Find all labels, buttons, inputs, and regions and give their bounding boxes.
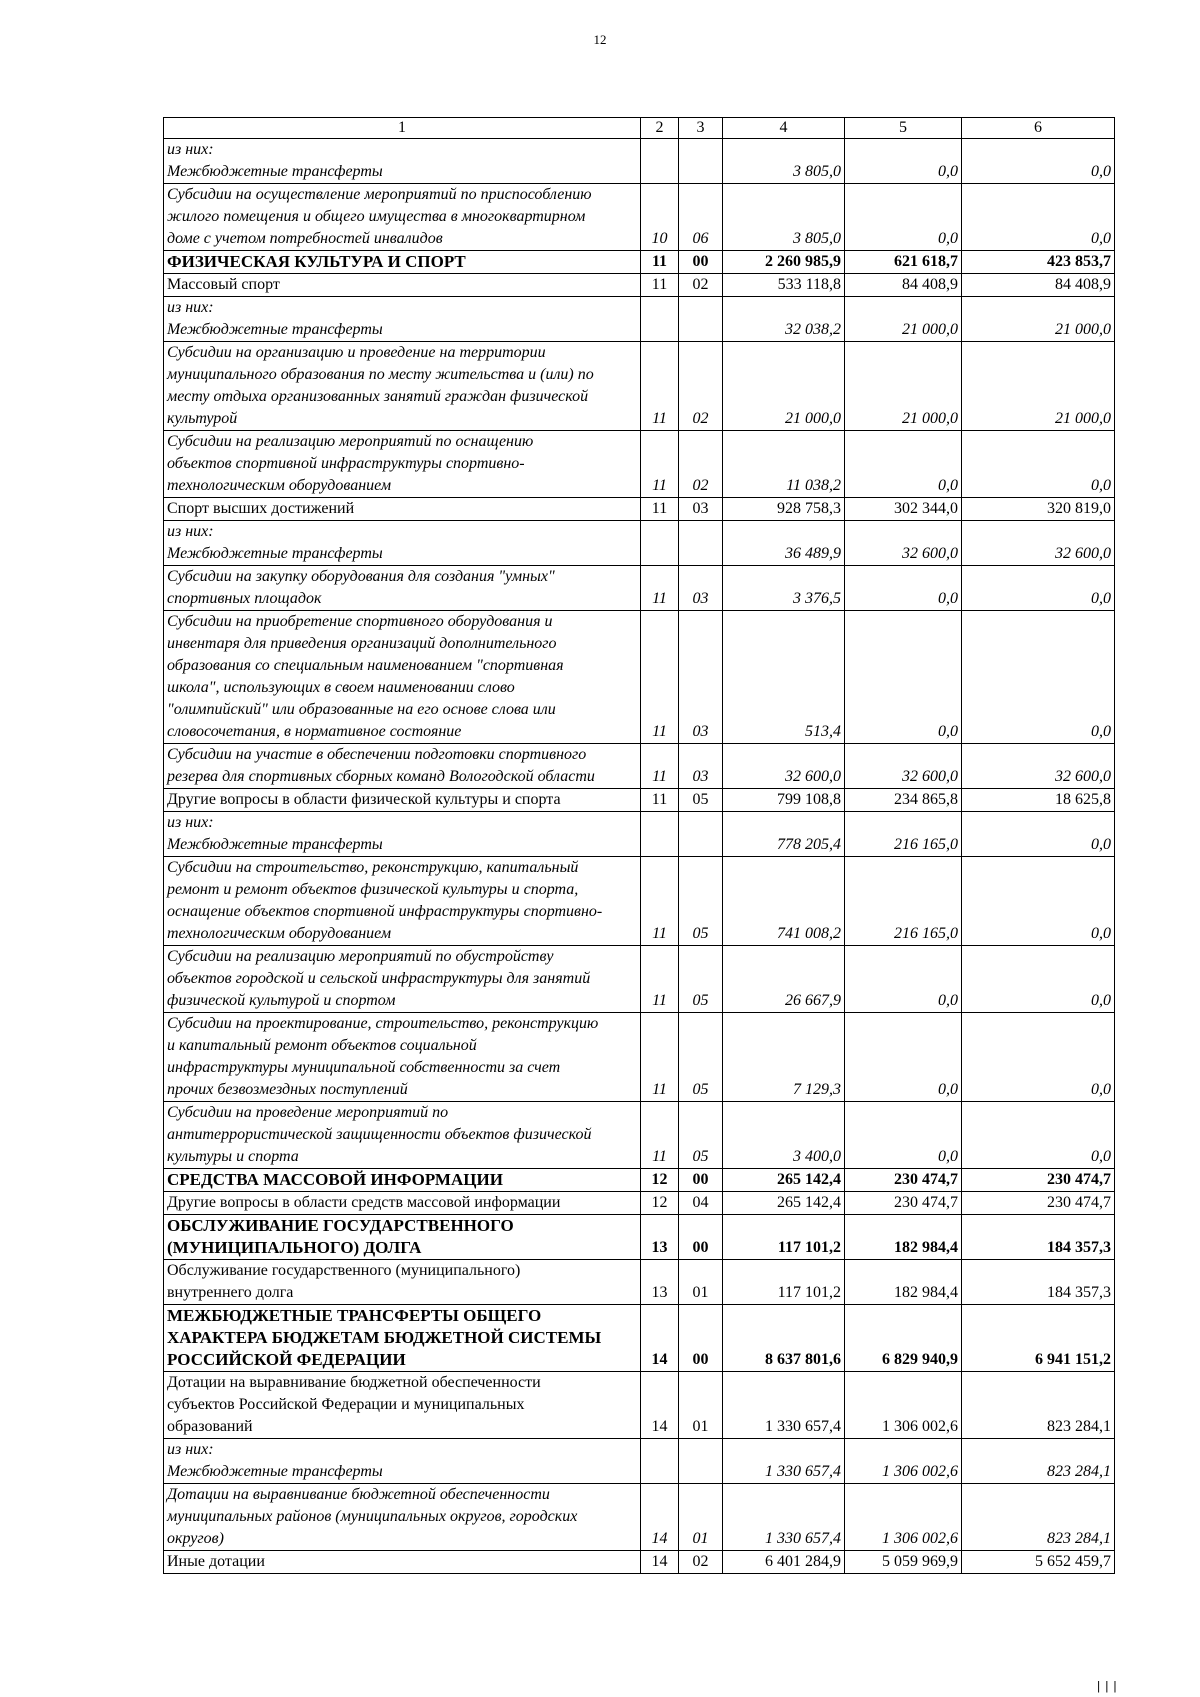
section-code-cell: 12 — [641, 1169, 679, 1192]
section-code-cell: 11 — [641, 1102, 679, 1169]
row-name-line: Субсидии на организацию и проведение на территории — [167, 344, 546, 361]
row-name-line: технологическим оборудованием — [167, 925, 392, 942]
row-name-cell — [164, 521, 641, 566]
amount-col4-cell: 7 129,3 — [723, 1013, 845, 1102]
subsection-code-cell: 05 — [679, 1013, 723, 1102]
amount-col4-cell: 2 260 985,9 — [723, 251, 845, 274]
table-row — [164, 1215, 1115, 1260]
amount-col5-cell: 0,0 — [845, 139, 962, 184]
table-row — [164, 789, 1115, 812]
row-name-cell — [164, 1102, 641, 1169]
row-name-line: Межбюджетные трансферты — [167, 836, 383, 853]
table-row — [164, 1372, 1115, 1439]
row-name-cell — [164, 342, 641, 431]
amount-col6-cell: 320 819,0 — [962, 498, 1115, 521]
row-name-line: ОБСЛУЖИВАНИЕ ГОСУДАРСТВЕННОГО — [167, 1216, 514, 1235]
table-row — [164, 1260, 1115, 1305]
amount-col4-cell: 3 805,0 — [723, 139, 845, 184]
row-name-line: (МУНИЦИПАЛЬНОГО) ДОЛГА — [167, 1238, 422, 1257]
row-name-line: ХАРАКТЕРА БЮДЖЕТАМ БЮДЖЕТНОЙ СИСТЕМЫ — [167, 1328, 602, 1347]
amount-col6-cell: 32 600,0 — [962, 744, 1115, 789]
subsection-code-cell — [679, 139, 723, 184]
amount-col5-cell: 0,0 — [845, 946, 962, 1013]
subsection-code-cell: 00 — [679, 1169, 723, 1192]
row-name-line: инфраструктуры муниципальной собственности за счет — [167, 1059, 561, 1076]
column-header: 1 — [164, 118, 641, 139]
row-name-line: жилого помещения и общего имущества в многоквартирном — [167, 208, 586, 225]
row-name-line: Межбюджетные трансферты — [167, 545, 383, 562]
amount-col5-cell: 0,0 — [845, 1013, 962, 1102]
row-name-cell — [164, 946, 641, 1013]
amount-col5-cell: 0,0 — [845, 184, 962, 251]
amount-col4-cell: 3 400,0 — [723, 1102, 845, 1169]
amount-col5-cell: 0,0 — [845, 431, 962, 498]
row-name-cell — [164, 498, 641, 521]
section-code-cell: 13 — [641, 1260, 679, 1305]
table-row — [164, 1551, 1115, 1574]
row-name-cell — [164, 139, 641, 184]
subsection-code-cell: 00 — [679, 251, 723, 274]
section-code-cell — [641, 297, 679, 342]
row-name-line: Спорт высших достижений — [167, 500, 355, 517]
row-name-line: Межбюджетные трансферты — [167, 1463, 383, 1480]
amount-col4-cell: 799 108,8 — [723, 789, 845, 812]
subsection-code-cell: 02 — [679, 431, 723, 498]
amount-col4-cell: 26 667,9 — [723, 946, 845, 1013]
amount-col6-cell: 823 284,1 — [962, 1484, 1115, 1551]
amount-col6-cell: 18 625,8 — [962, 789, 1115, 812]
row-name-line: Субсидии на реализацию мероприятий по оснащению — [167, 433, 534, 450]
table-row — [164, 342, 1115, 431]
section-code-cell: 11 — [641, 251, 679, 274]
row-name-line: резерва для спортивных сборных команд Вологодской области — [167, 768, 595, 785]
table-row — [164, 1484, 1115, 1551]
row-name-line: Другие вопросы в области средств массовой информации — [167, 1194, 561, 1211]
row-name-line: Массовый спорт — [167, 276, 280, 293]
row-name-cell — [164, 1169, 641, 1192]
amount-col6-cell: 0,0 — [962, 946, 1115, 1013]
table-row — [164, 1192, 1115, 1215]
table-row — [164, 857, 1115, 946]
row-name-line: образования со специальным наименованием "спортивная — [167, 657, 564, 674]
table-row — [164, 274, 1115, 297]
amount-col5-cell: 5 059 969,9 — [845, 1551, 962, 1574]
amount-col5-cell: 182 984,4 — [845, 1260, 962, 1305]
section-code-cell: 13 — [641, 1215, 679, 1260]
amount-col4-cell: 1 330 657,4 — [723, 1439, 845, 1484]
amount-col6-cell: 230 474,7 — [962, 1192, 1115, 1215]
amount-col6-cell: 423 853,7 — [962, 251, 1115, 274]
table-row — [164, 566, 1115, 611]
row-name-cell — [164, 812, 641, 857]
amount-col5-cell: 84 408,9 — [845, 274, 962, 297]
table-row — [164, 1013, 1115, 1102]
section-code-cell — [641, 812, 679, 857]
row-name-cell — [164, 1215, 641, 1260]
section-code-cell: 11 — [641, 946, 679, 1013]
row-name-line: образований — [167, 1418, 253, 1435]
amount-col5-cell: 230 474,7 — [845, 1192, 962, 1215]
amount-col5-cell: 230 474,7 — [845, 1169, 962, 1192]
amount-col5-cell: 1 306 002,6 — [845, 1439, 962, 1484]
amount-col6-cell: 0,0 — [962, 857, 1115, 946]
section-code-cell — [641, 521, 679, 566]
subsection-code-cell: 05 — [679, 789, 723, 812]
section-code-cell — [641, 1439, 679, 1484]
table-row — [164, 1439, 1115, 1484]
column-header: 3 — [679, 118, 723, 139]
amount-col5-cell: 1 306 002,6 — [845, 1484, 962, 1551]
amount-col6-cell: 0,0 — [962, 812, 1115, 857]
row-name-line: Субсидии на осуществление мероприятий по приспособлению — [167, 186, 592, 203]
subsection-code-cell: 05 — [679, 1102, 723, 1169]
row-name-line: и капитальный ремонт объектов социальной — [167, 1037, 477, 1054]
section-code-cell — [641, 139, 679, 184]
table-row — [164, 812, 1115, 857]
amount-col6-cell: 0,0 — [962, 566, 1115, 611]
row-name-cell — [164, 857, 641, 946]
subsection-code-cell: 03 — [679, 744, 723, 789]
subsection-code-cell: 00 — [679, 1215, 723, 1260]
section-code-cell: 12 — [641, 1192, 679, 1215]
row-name-line: доме с учетом потребностей инвалидов — [167, 230, 443, 247]
amount-col6-cell: 230 474,7 — [962, 1169, 1115, 1192]
table-row — [164, 431, 1115, 498]
subsection-code-cell: 05 — [679, 857, 723, 946]
subsection-code-cell: 01 — [679, 1372, 723, 1439]
amount-col6-cell: 184 357,3 — [962, 1260, 1115, 1305]
amount-col4-cell: 117 101,2 — [723, 1260, 845, 1305]
section-code-cell: 11 — [641, 857, 679, 946]
amount-col5-cell: 0,0 — [845, 1102, 962, 1169]
header-row — [164, 118, 1115, 139]
row-name-line: прочих безвозмездных поступлений — [167, 1081, 408, 1098]
row-name-line: РОССИЙСКОЙ ФЕДЕРАЦИИ — [167, 1350, 406, 1369]
column-header: 2 — [641, 118, 679, 139]
subsection-code-cell — [679, 521, 723, 566]
row-name-line: из них: — [167, 141, 214, 158]
subsection-code-cell: 01 — [679, 1260, 723, 1305]
amount-col5-cell: 182 984,4 — [845, 1215, 962, 1260]
subsection-code-cell — [679, 1439, 723, 1484]
row-name-line: муниципального образования по месту жительства и (или) по — [167, 366, 594, 383]
amount-col6-cell: 0,0 — [962, 139, 1115, 184]
section-code-cell: 11 — [641, 611, 679, 744]
row-name-cell — [164, 431, 641, 498]
subsection-code-cell: 02 — [679, 1551, 723, 1574]
row-name-line: спортивных площадок — [167, 590, 322, 607]
subsection-code-cell: 05 — [679, 946, 723, 1013]
row-name-cell — [164, 1551, 641, 1574]
row-name-cell — [164, 1484, 641, 1551]
row-name-cell — [164, 611, 641, 744]
subsection-code-cell: 06 — [679, 184, 723, 251]
row-name-cell — [164, 251, 641, 274]
amount-col5-cell: 32 600,0 — [845, 521, 962, 566]
amount-col5-cell: 1 306 002,6 — [845, 1372, 962, 1439]
section-code-cell: 11 — [641, 789, 679, 812]
amount-col5-cell: 234 865,8 — [845, 789, 962, 812]
amount-col4-cell: 32 600,0 — [723, 744, 845, 789]
amount-col6-cell: 5 652 459,7 — [962, 1551, 1115, 1574]
row-name-line: Межбюджетные трансферты — [167, 321, 383, 338]
section-code-cell: 11 — [641, 498, 679, 521]
table-row — [164, 498, 1115, 521]
row-name-line: Субсидии на строительство, реконструкцию, капитальный — [167, 859, 579, 876]
amount-col6-cell: 6 941 151,2 — [962, 1305, 1115, 1372]
amount-col6-cell: 823 284,1 — [962, 1372, 1115, 1439]
subsection-code-cell: 03 — [679, 566, 723, 611]
subsection-code-cell: 02 — [679, 342, 723, 431]
amount-col4-cell: 778 205,4 — [723, 812, 845, 857]
row-name-line: из них: — [167, 299, 214, 316]
row-name-line: муниципальных районов (муниципальных округов, городских — [167, 1508, 578, 1525]
amount-col4-cell: 265 142,4 — [723, 1169, 845, 1192]
table-row — [164, 1102, 1115, 1169]
section-code-cell: 11 — [641, 342, 679, 431]
subsection-code-cell: 00 — [679, 1305, 723, 1372]
row-name-line: месту отдыха организованных занятий граждан физической — [167, 388, 589, 405]
amount-col5-cell: 21 000,0 — [845, 342, 962, 431]
amount-col6-cell: 21 000,0 — [962, 342, 1115, 431]
section-code-cell: 14 — [641, 1484, 679, 1551]
page-number: 12 — [593, 32, 607, 47]
row-name-cell — [164, 744, 641, 789]
amount-col4-cell: 513,4 — [723, 611, 845, 744]
amount-col6-cell: 0,0 — [962, 184, 1115, 251]
amount-col6-cell: 0,0 — [962, 1102, 1115, 1169]
amount-col4-cell: 6 401 284,9 — [723, 1551, 845, 1574]
row-name-line: Межбюджетные трансферты — [167, 163, 383, 180]
row-name-line: словосочетания, в нормативное состояние — [167, 723, 462, 740]
row-name-line: антитеррористической защищенности объектов физической — [167, 1126, 592, 1143]
row-name-line: технологическим оборудованием — [167, 477, 392, 494]
row-name-cell — [164, 1439, 641, 1484]
row-name-line: Дотации на выравнивание бюджетной обеспеченности — [167, 1486, 550, 1503]
table-row — [164, 521, 1115, 566]
budget-table — [163, 117, 1115, 1574]
row-name-line: Дотации на выравнивание бюджетной обеспеченности — [167, 1374, 541, 1391]
amount-col6-cell: 0,0 — [962, 431, 1115, 498]
amount-col6-cell: 21 000,0 — [962, 297, 1115, 342]
amount-col4-cell: 741 008,2 — [723, 857, 845, 946]
row-name-cell — [164, 1305, 641, 1372]
section-code-cell: 14 — [641, 1372, 679, 1439]
amount-col4-cell: 928 758,3 — [723, 498, 845, 521]
table-body — [164, 118, 1115, 1574]
amount-col6-cell: 823 284,1 — [962, 1439, 1115, 1484]
amount-col4-cell: 32 038,2 — [723, 297, 845, 342]
amount-col5-cell: 216 165,0 — [845, 857, 962, 946]
row-name-line: Субсидии на реализацию мероприятий по обустройству — [167, 948, 554, 965]
footer-mark: ||| — [1095, 1680, 1120, 1694]
row-name-line: СРЕДСТВА МАССОВОЙ ИНФОРМАЦИИ — [167, 1170, 503, 1189]
row-name-line: инвентаря для приведения организаций дополнительного — [167, 635, 557, 652]
section-code-cell: 10 — [641, 184, 679, 251]
row-name-cell — [164, 566, 641, 611]
row-name-line: Обслуживание государственного (муниципального) — [167, 1262, 521, 1279]
column-header: 4 — [723, 118, 845, 139]
amount-col5-cell: 21 000,0 — [845, 297, 962, 342]
row-name-line: ремонт и ремонт объектов физической культуры и спорта, — [167, 881, 579, 898]
row-name-line: оснащение объектов спортивной инфраструктуры спортивно- — [167, 903, 603, 920]
subsection-code-cell: 03 — [679, 498, 723, 521]
amount-col5-cell: 621 618,7 — [845, 251, 962, 274]
section-code-cell: 11 — [641, 566, 679, 611]
table-row — [164, 184, 1115, 251]
row-name-cell — [164, 1372, 641, 1439]
subsection-code-cell — [679, 297, 723, 342]
amount-col4-cell: 8 637 801,6 — [723, 1305, 845, 1372]
column-header: 5 — [845, 118, 962, 139]
section-code-cell: 11 — [641, 744, 679, 789]
row-name-line: физической культурой и спортом — [167, 992, 396, 1009]
row-name-line: культурой — [167, 410, 238, 427]
amount-col4-cell: 1 330 657,4 — [723, 1372, 845, 1439]
amount-col4-cell: 533 118,8 — [723, 274, 845, 297]
section-code-cell: 11 — [641, 1013, 679, 1102]
row-name-line: Другие вопросы в области физической культуры и спорта — [167, 791, 561, 808]
amount-col4-cell: 21 000,0 — [723, 342, 845, 431]
row-name-cell — [164, 789, 641, 812]
table-row — [164, 251, 1115, 274]
subsection-code-cell: 01 — [679, 1484, 723, 1551]
row-name-cell — [164, 1013, 641, 1102]
row-name-line: школа", использующих в своем наименовании слово — [167, 679, 515, 696]
amount-col4-cell: 11 038,2 — [723, 431, 845, 498]
row-name-cell — [164, 274, 641, 297]
amount-col5-cell: 0,0 — [845, 566, 962, 611]
amount-col6-cell: 32 600,0 — [962, 521, 1115, 566]
row-name-line: ФИЗИЧЕСКАЯ КУЛЬТУРА И СПОРТ — [167, 252, 466, 271]
table-row — [164, 297, 1115, 342]
subsection-code-cell: 03 — [679, 611, 723, 744]
amount-col5-cell: 216 165,0 — [845, 812, 962, 857]
amount-col4-cell: 1 330 657,4 — [723, 1484, 845, 1551]
row-name-line: Субсидии на закупку оборудования для создания "умных" — [167, 568, 555, 585]
row-name-line: внутреннего долга — [167, 1284, 294, 1301]
row-name-line: округов) — [167, 1530, 224, 1547]
section-code-cell: 14 — [641, 1551, 679, 1574]
row-name-line: Субсидии на проведение мероприятий по — [167, 1104, 449, 1121]
amount-col5-cell: 32 600,0 — [845, 744, 962, 789]
amount-col4-cell: 117 101,2 — [723, 1215, 845, 1260]
row-name-line: культуры и спорта — [167, 1148, 299, 1165]
row-name-line: объектов спортивной инфраструктуры спортивно- — [167, 455, 525, 472]
section-code-cell: 11 — [641, 274, 679, 297]
row-name-line: "олимпийский" или образованные на его основе слова или — [167, 701, 556, 718]
amount-col6-cell: 0,0 — [962, 611, 1115, 744]
amount-col6-cell: 0,0 — [962, 1013, 1115, 1102]
row-name-cell — [164, 1260, 641, 1305]
row-name-line: объектов городской и сельской инфраструктуры для занятий — [167, 970, 591, 987]
row-name-cell — [164, 1192, 641, 1215]
row-name-line: МЕЖБЮДЖЕТНЫЕ ТРАНСФЕРТЫ ОБЩЕГО — [167, 1306, 542, 1325]
row-name-line: Субсидии на проектирование, строительство, реконструкцию — [167, 1015, 599, 1032]
row-name-line: субъектов Российской Федерации и муниципальных — [167, 1396, 525, 1413]
amount-col4-cell: 3 376,5 — [723, 566, 845, 611]
row-name-cell — [164, 184, 641, 251]
row-name-line: из них: — [167, 814, 214, 831]
table-row — [164, 1169, 1115, 1192]
table-row — [164, 611, 1115, 744]
table-row — [164, 139, 1115, 184]
row-name-line: Субсидии на участие в обеспечении подготовки спортивного — [167, 746, 587, 763]
amount-col4-cell: 36 489,9 — [723, 521, 845, 566]
table-row — [164, 744, 1115, 789]
subsection-code-cell — [679, 812, 723, 857]
amount-col6-cell: 184 357,3 — [962, 1215, 1115, 1260]
row-name-cell — [164, 297, 641, 342]
amount-col4-cell: 265 142,4 — [723, 1192, 845, 1215]
table-row — [164, 1305, 1115, 1372]
subsection-code-cell: 04 — [679, 1192, 723, 1215]
row-name-line: Субсидии на приобретение спортивного оборудования и — [167, 613, 553, 630]
amount-col6-cell: 84 408,9 — [962, 274, 1115, 297]
column-header: 6 — [962, 118, 1115, 139]
table-row — [164, 946, 1115, 1013]
amount-col4-cell: 3 805,0 — [723, 184, 845, 251]
amount-col5-cell: 6 829 940,9 — [845, 1305, 962, 1372]
amount-col5-cell: 0,0 — [845, 611, 962, 744]
subsection-code-cell: 02 — [679, 274, 723, 297]
row-name-line: из них: — [167, 1441, 214, 1458]
section-code-cell: 11 — [641, 431, 679, 498]
section-code-cell: 14 — [641, 1305, 679, 1372]
row-name-line: из них: — [167, 523, 214, 540]
amount-col5-cell: 302 344,0 — [845, 498, 962, 521]
row-name-line: Иные дотации — [167, 1553, 265, 1570]
